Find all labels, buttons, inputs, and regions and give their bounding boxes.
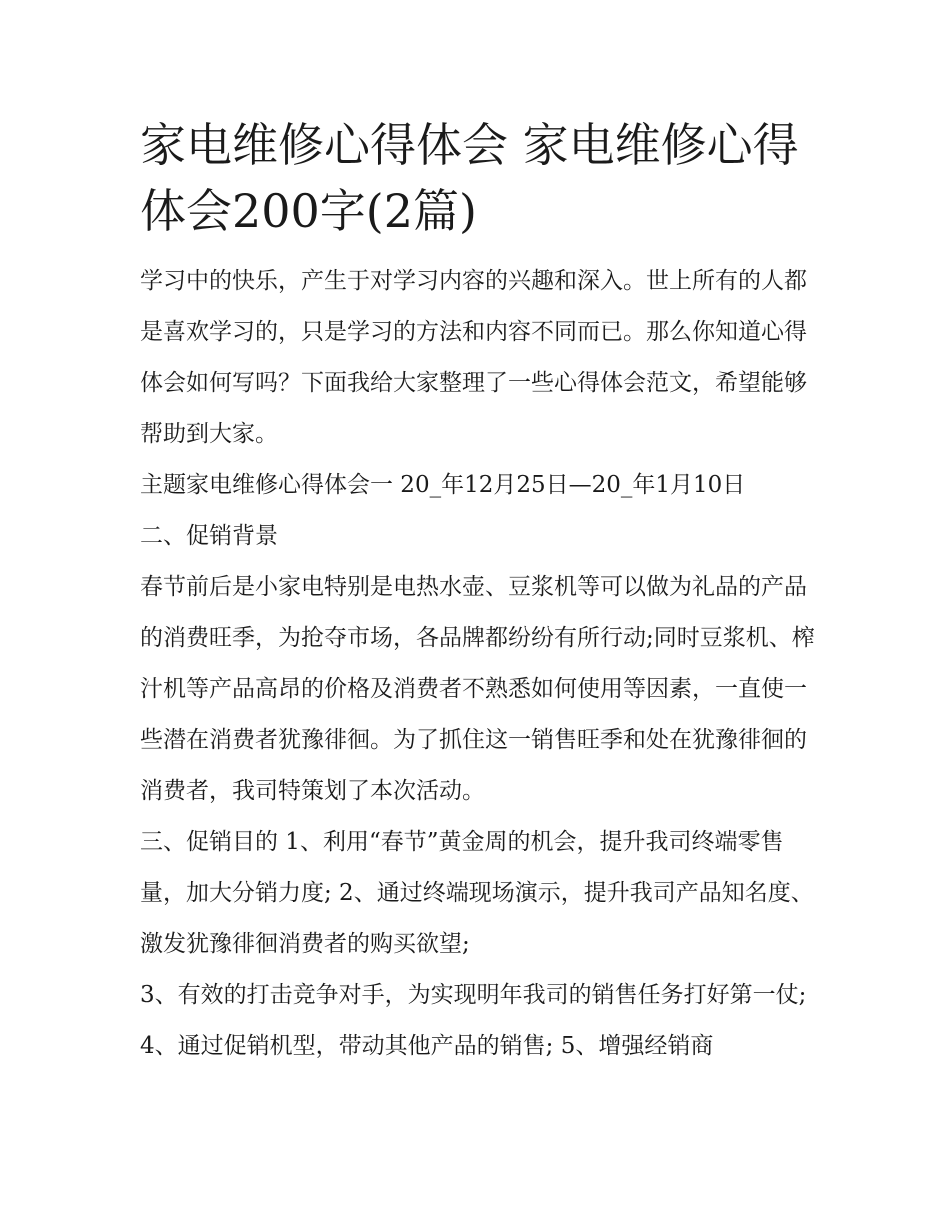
- paragraph-purpose: 三、促销目的 1、利用“春节”黄金周的机会，提升我司终端零售量，加大分销力度; 2、通过终端现场演示，提升我司产品知名度、激发犹豫徘徊消费者的购买欲望;: [140, 829, 814, 957]
- document-body: [140, 256, 816, 1072]
- document-page: [140, 112, 816, 1072]
- paragraph-purpose-continued: 3、有效的打击竞争对手，为实现明年我司的销售任务打好第一仗; 4、通过促销机型，带动其他产品的销售; 5、增强经销商: [140, 982, 807, 1059]
- section-heading-background: 二、促销背景: [140, 523, 278, 549]
- paragraph-background: 春节前后是小家电特别是电热水壶、豆浆机等可以做为礼品的产品的消费旺季，为抢夺市场，各品牌都纷纷有所行动;同时豆浆机、榨汁机等产品高昂的价格及消费者不熟悉如何使用等因素，一直使一些潜在消费者犹豫徘徊。为了抓住这一销售旺季和处在犹豫徘徊的消费者，我司特策划了本次活动。: [140, 574, 815, 804]
- paragraph-intro: 学习中的快乐，产生于对学习内容的兴趣和深入。世上所有的人都是喜欢学习的，只是学习的方法和内容不同而已。那么你知道心得体会如何写吗？下面我给大家整理了一些心得体会范文，希望能够帮助到大家。: [140, 268, 807, 447]
- document-title: 家电维修心得体会 家电维修心得体会200字(2篇): [140, 118, 799, 238]
- paragraph-theme-date: 主题家电维修心得体会一 20_年12月25日—20_年1月10日: [140, 472, 746, 498]
